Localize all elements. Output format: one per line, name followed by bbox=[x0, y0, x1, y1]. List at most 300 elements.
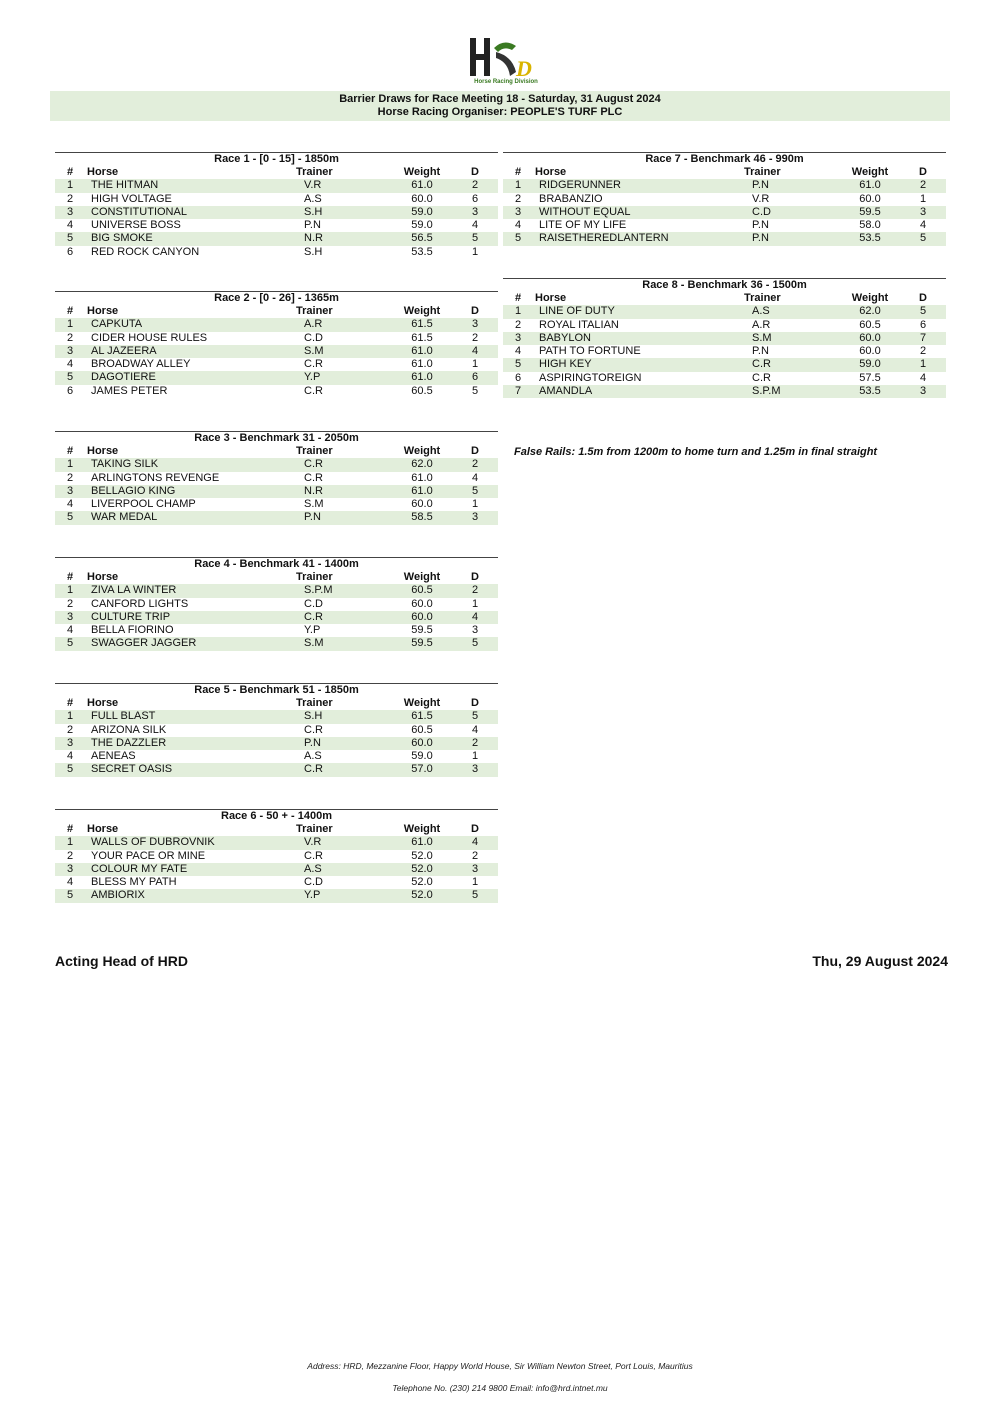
cell-num: 5 bbox=[67, 637, 74, 650]
cell-d: 1 bbox=[471, 597, 479, 610]
cell-weight: 61.0 bbox=[411, 484, 433, 497]
column-header-trainer: Trainer bbox=[296, 697, 333, 709]
cell-weight: 61.5 bbox=[411, 318, 433, 331]
table-row bbox=[55, 763, 498, 776]
cell-num: 1 bbox=[67, 836, 74, 849]
cell-weight: 58.5 bbox=[411, 511, 433, 524]
column-header-num: # bbox=[515, 292, 522, 304]
table-header bbox=[55, 697, 498, 710]
cell-d: 3 bbox=[919, 205, 927, 218]
table-row bbox=[55, 193, 498, 206]
cell-trainer: C.R bbox=[304, 471, 323, 484]
column-header-d: D bbox=[471, 571, 479, 583]
cell-d: 1 bbox=[471, 750, 479, 763]
table-row bbox=[503, 345, 946, 358]
cell-num: 4 bbox=[67, 498, 74, 511]
organiser-title: Horse Racing Organiser: PEOPLE'S TURF PLC bbox=[377, 106, 623, 118]
column-header-trainer: Trainer bbox=[744, 166, 781, 178]
cell-d: 1 bbox=[919, 358, 927, 371]
false-rails-note: False Rails: 1.5m from 1200m to home turn and 1.25m in final straight bbox=[514, 446, 878, 458]
table-row bbox=[55, 889, 498, 902]
cell-trainer: P.N bbox=[304, 511, 321, 524]
race-table bbox=[55, 152, 498, 259]
cell-d: 3 bbox=[471, 624, 479, 637]
cell-trainer: V.R bbox=[304, 179, 322, 192]
cell-trainer: S.M bbox=[304, 637, 324, 650]
cell-d: 7 bbox=[919, 331, 927, 344]
cell-weight: 60.5 bbox=[859, 318, 881, 331]
cell-weight: 60.0 bbox=[411, 498, 433, 511]
table-row bbox=[55, 724, 498, 737]
cell-trainer: P.N bbox=[752, 345, 769, 358]
table-row bbox=[55, 876, 498, 889]
cell-trainer: S.M bbox=[752, 331, 772, 344]
table-row bbox=[55, 750, 498, 763]
column-header-horse: Horse bbox=[87, 305, 119, 317]
cell-weight: 56.5 bbox=[411, 232, 433, 245]
cell-trainer: S.M bbox=[304, 498, 324, 511]
cell-trainer: Y.P bbox=[304, 371, 321, 384]
race-title: Race 5 - Benchmark 51 - 1850m bbox=[55, 683, 498, 697]
cell-weight: 59.0 bbox=[859, 358, 881, 371]
cell-weight: 52.0 bbox=[411, 876, 433, 889]
cell-d: 2 bbox=[919, 179, 927, 192]
cell-trainer: C.R bbox=[304, 849, 323, 862]
cell-num: 1 bbox=[515, 305, 522, 318]
cell-num: 3 bbox=[67, 205, 74, 218]
cell-weight: 60.0 bbox=[411, 192, 433, 205]
column-header-num: # bbox=[67, 305, 74, 317]
column-header-d: D bbox=[471, 445, 479, 457]
column-header-horse: Horse bbox=[535, 292, 567, 304]
cell-d: 3 bbox=[471, 862, 479, 875]
cell-horse: AMANDLA bbox=[539, 385, 593, 398]
cell-horse: SWAGGER JAGGER bbox=[91, 637, 197, 650]
cell-trainer: P.N bbox=[304, 219, 321, 232]
cell-d: 5 bbox=[471, 710, 479, 723]
cell-d: 5 bbox=[471, 637, 479, 650]
cell-weight: 52.0 bbox=[411, 849, 433, 862]
race-title: Race 2 - [0 - 26] - 1365m bbox=[55, 291, 498, 305]
cell-num: 1 bbox=[67, 179, 74, 192]
cell-d: 6 bbox=[471, 192, 479, 205]
cell-weight: 59.0 bbox=[411, 205, 433, 218]
cell-trainer: C.D bbox=[752, 205, 771, 218]
cell-d: 5 bbox=[471, 889, 479, 902]
cell-num: 3 bbox=[67, 484, 74, 497]
cell-num: 5 bbox=[515, 358, 522, 371]
race-table bbox=[55, 809, 498, 903]
cell-horse: TAKING SILK bbox=[91, 458, 159, 471]
cell-horse: LITE OF MY LIFE bbox=[539, 219, 627, 232]
cell-num: 4 bbox=[67, 876, 74, 889]
cell-horse: WAR MEDAL bbox=[91, 511, 158, 524]
cell-weight: 53.5 bbox=[411, 245, 433, 258]
column-header-d: D bbox=[471, 823, 479, 835]
cell-trainer: S.H bbox=[304, 245, 323, 258]
race-title: Race 7 - Benchmark 46 - 990m bbox=[503, 152, 946, 166]
cell-horse: ARLINGTONS REVENGE bbox=[91, 471, 220, 484]
cell-d: 3 bbox=[471, 205, 479, 218]
column-header-horse: Horse bbox=[87, 571, 119, 583]
table-row bbox=[55, 737, 498, 750]
cell-weight: 59.0 bbox=[411, 219, 433, 232]
column-header-trainer: Trainer bbox=[744, 292, 781, 304]
cell-num: 2 bbox=[67, 471, 74, 484]
table-row bbox=[55, 246, 498, 259]
race-table bbox=[55, 431, 498, 525]
cell-horse: COLOUR MY FATE bbox=[91, 862, 188, 875]
table-row bbox=[55, 485, 498, 498]
cell-num: 4 bbox=[515, 345, 522, 358]
column-header-d: D bbox=[471, 305, 479, 317]
cell-weight: 59.0 bbox=[411, 750, 433, 763]
table-row bbox=[55, 584, 498, 597]
cell-num: 5 bbox=[67, 232, 74, 245]
cell-trainer: A.R bbox=[752, 318, 771, 331]
column-header-horse: Horse bbox=[87, 823, 119, 835]
cell-trainer: A.S bbox=[304, 750, 322, 763]
cell-trainer: S.H bbox=[304, 710, 323, 723]
cell-horse: CULTURE TRIP bbox=[91, 610, 171, 623]
table-row bbox=[503, 179, 946, 192]
cell-d: 2 bbox=[471, 179, 479, 192]
cell-num: 5 bbox=[67, 763, 74, 776]
table-row bbox=[55, 206, 498, 219]
column-header-weight: Weight bbox=[403, 166, 441, 178]
cell-num: 3 bbox=[67, 862, 74, 875]
cell-d: 4 bbox=[471, 344, 479, 357]
cell-horse: ARIZONA SILK bbox=[91, 723, 167, 736]
cell-num: 1 bbox=[515, 179, 522, 192]
cell-trainer: S.M bbox=[304, 344, 324, 357]
cell-weight: 52.0 bbox=[411, 862, 433, 875]
cell-d: 4 bbox=[471, 219, 479, 232]
cell-trainer: S.P.M bbox=[752, 385, 781, 398]
cell-weight: 60.0 bbox=[859, 331, 881, 344]
column-header-weight: Weight bbox=[403, 823, 441, 835]
cell-horse: BRABANZIO bbox=[539, 192, 603, 205]
cell-trainer: V.R bbox=[752, 192, 770, 205]
cell-num: 3 bbox=[515, 331, 522, 344]
cell-horse: CIDER HOUSE RULES bbox=[91, 331, 208, 344]
column-header-num: # bbox=[67, 823, 74, 835]
cell-num: 3 bbox=[67, 736, 74, 749]
cell-trainer: P.N bbox=[752, 219, 769, 232]
column-header-weight: Weight bbox=[403, 571, 441, 583]
cell-weight: 59.5 bbox=[411, 624, 433, 637]
table-row bbox=[503, 232, 946, 245]
cell-horse: JAMES PETER bbox=[91, 384, 168, 397]
svg-text:D: D bbox=[516, 56, 532, 81]
table-row bbox=[55, 498, 498, 511]
table-row bbox=[55, 624, 498, 637]
cell-num: 4 bbox=[67, 624, 74, 637]
column-header-weight: Weight bbox=[851, 292, 889, 304]
cell-horse: RED ROCK CANYON bbox=[91, 245, 200, 258]
cell-num: 5 bbox=[67, 371, 74, 384]
table-row bbox=[55, 371, 498, 384]
cell-num: 5 bbox=[67, 889, 74, 902]
table-header bbox=[55, 823, 498, 836]
table-row bbox=[55, 318, 498, 331]
cell-trainer: C.R bbox=[304, 763, 323, 776]
table-row bbox=[55, 836, 498, 849]
cell-horse: THE DAZZLER bbox=[91, 736, 167, 749]
cell-d: 2 bbox=[919, 345, 927, 358]
table-row bbox=[55, 611, 498, 624]
table-header bbox=[503, 166, 946, 179]
race-title: Race 1 - [0 - 15] - 1850m bbox=[55, 152, 498, 166]
cell-horse: BELLAGIO KING bbox=[91, 484, 176, 497]
cell-num: 4 bbox=[515, 219, 522, 232]
cell-trainer: N.R bbox=[304, 484, 323, 497]
cell-weight: 60.0 bbox=[411, 736, 433, 749]
cell-weight: 60.5 bbox=[411, 384, 433, 397]
cell-num: 2 bbox=[67, 331, 74, 344]
table-row bbox=[55, 710, 498, 723]
cell-weight: 60.5 bbox=[411, 584, 433, 597]
cell-weight: 62.0 bbox=[411, 458, 433, 471]
cell-weight: 53.5 bbox=[859, 385, 881, 398]
table-row bbox=[55, 637, 498, 650]
column-header-trainer: Trainer bbox=[296, 571, 333, 583]
cell-weight: 61.0 bbox=[411, 836, 433, 849]
table-header bbox=[55, 166, 498, 179]
cell-weight: 60.0 bbox=[859, 345, 881, 358]
cell-weight: 61.5 bbox=[411, 331, 433, 344]
cell-num: 2 bbox=[67, 597, 74, 610]
cell-d: 2 bbox=[471, 584, 479, 597]
cell-num: 6 bbox=[515, 371, 522, 384]
cell-num: 2 bbox=[515, 192, 522, 205]
race-table bbox=[503, 278, 946, 398]
cell-d: 1 bbox=[471, 245, 479, 258]
cell-horse: AMBIORIX bbox=[91, 889, 145, 902]
race-table bbox=[55, 683, 498, 777]
cell-horse: BIG SMOKE bbox=[91, 232, 153, 245]
table-row bbox=[503, 372, 946, 385]
cell-num: 3 bbox=[67, 344, 74, 357]
cell-num: 1 bbox=[67, 318, 74, 331]
cell-d: 5 bbox=[471, 384, 479, 397]
cell-horse: WITHOUT EQUAL bbox=[539, 205, 631, 218]
cell-horse: AENEAS bbox=[91, 750, 136, 763]
cell-weight: 60.0 bbox=[411, 597, 433, 610]
cell-trainer: C.R bbox=[304, 384, 323, 397]
cell-num: 1 bbox=[67, 710, 74, 723]
cell-weight: 61.0 bbox=[411, 471, 433, 484]
column-header-num: # bbox=[515, 166, 522, 178]
signatory-title: Acting Head of HRD bbox=[55, 953, 188, 969]
table-row bbox=[55, 863, 498, 876]
cell-horse: WALLS OF DUBROVNIK bbox=[91, 836, 215, 849]
cell-weight: 61.0 bbox=[859, 179, 881, 192]
column-header-trainer: Trainer bbox=[296, 166, 333, 178]
cell-horse: AL JAZEERA bbox=[91, 344, 157, 357]
cell-trainer: C.R bbox=[752, 371, 771, 384]
cell-num: 2 bbox=[67, 192, 74, 205]
cell-weight: 61.0 bbox=[411, 371, 433, 384]
cell-weight: 59.5 bbox=[411, 637, 433, 650]
cell-horse: RIDGERUNNER bbox=[539, 179, 621, 192]
cell-d: 5 bbox=[919, 305, 927, 318]
cell-weight: 53.5 bbox=[859, 232, 881, 245]
cell-num: 4 bbox=[67, 358, 74, 371]
cell-trainer: C.R bbox=[752, 358, 771, 371]
cell-horse: YOUR PACE OR MINE bbox=[91, 849, 206, 862]
cell-horse: HIGH VOLTAGE bbox=[91, 192, 172, 205]
cell-d: 4 bbox=[471, 836, 479, 849]
cell-horse: BLESS MY PATH bbox=[91, 876, 177, 889]
cell-horse: SECRET OASIS bbox=[91, 763, 173, 776]
cell-weight: 62.0 bbox=[859, 305, 881, 318]
table-row bbox=[55, 179, 498, 192]
race-title: Race 8 - Benchmark 36 - 1500m bbox=[503, 278, 946, 292]
cell-horse: DAGOTIERE bbox=[91, 371, 156, 384]
table-row bbox=[55, 472, 498, 485]
meeting-title: Barrier Draws for Race Meeting 18 - Saturday, 31 August 2024 bbox=[339, 93, 661, 105]
footer-address: Address: HRD, Mezzanine Floor, Happy World House, Sir William Newton Street, Port Louis, Mauritius bbox=[307, 1361, 693, 1371]
cell-d: 4 bbox=[471, 471, 479, 484]
cell-num: 3 bbox=[67, 610, 74, 623]
table-row bbox=[55, 511, 498, 524]
table-row bbox=[503, 332, 946, 345]
cell-d: 4 bbox=[919, 219, 927, 232]
column-header-horse: Horse bbox=[87, 166, 119, 178]
cell-num: 2 bbox=[515, 318, 522, 331]
cell-horse: HIGH KEY bbox=[539, 358, 592, 371]
cell-trainer: C.D bbox=[304, 597, 323, 610]
cell-d: 1 bbox=[919, 192, 927, 205]
footer-contact: Telephone No. (230) 214 9800 Email: info@hrd.intnet.mu bbox=[392, 1383, 608, 1393]
cell-trainer: A.S bbox=[752, 305, 770, 318]
race-table bbox=[55, 291, 498, 398]
column-header-horse: Horse bbox=[87, 445, 119, 457]
column-header-d: D bbox=[471, 166, 479, 178]
cell-d: 5 bbox=[471, 232, 479, 245]
cell-d: 2 bbox=[471, 736, 479, 749]
column-header-trainer: Trainer bbox=[296, 445, 333, 457]
cell-horse: CONSTITUTIONAL bbox=[91, 205, 187, 218]
column-header-d: D bbox=[919, 292, 927, 304]
cell-d: 3 bbox=[471, 763, 479, 776]
cell-weight: 58.0 bbox=[859, 219, 881, 232]
cell-trainer: A.S bbox=[304, 192, 322, 205]
cell-trainer: C.R bbox=[304, 723, 323, 736]
table-row bbox=[503, 219, 946, 232]
cell-weight: 59.5 bbox=[859, 205, 881, 218]
column-header-num: # bbox=[67, 571, 74, 583]
title-banner bbox=[50, 91, 950, 121]
table-row bbox=[503, 305, 946, 318]
logo-caption: Horse Racing Division bbox=[474, 79, 538, 85]
cell-num: 1 bbox=[67, 458, 74, 471]
cell-horse: BROADWAY ALLEY bbox=[91, 358, 191, 371]
cell-weight: 61.0 bbox=[411, 358, 433, 371]
table-row bbox=[55, 850, 498, 863]
cell-horse: CAPKUTA bbox=[91, 318, 143, 331]
cell-trainer: Y.P bbox=[304, 624, 321, 637]
cell-horse: ZIVA LA WINTER bbox=[91, 584, 177, 597]
cell-num: 1 bbox=[67, 584, 74, 597]
column-header-trainer: Trainer bbox=[296, 305, 333, 317]
cell-horse: THE HITMAN bbox=[91, 179, 159, 192]
cell-horse: UNIVERSE BOSS bbox=[91, 219, 181, 232]
cell-horse: ASPIRINGTOREIGN bbox=[539, 371, 642, 384]
race-table bbox=[503, 152, 946, 246]
cell-trainer: P.N bbox=[752, 179, 769, 192]
cell-num: 2 bbox=[67, 849, 74, 862]
column-header-d: D bbox=[471, 697, 479, 709]
cell-horse: FULL BLAST bbox=[91, 710, 156, 723]
table-header bbox=[55, 445, 498, 458]
cell-trainer: A.S bbox=[304, 862, 322, 875]
table-row bbox=[503, 206, 946, 219]
cell-num: 3 bbox=[515, 205, 522, 218]
cell-horse: ROYAL ITALIAN bbox=[539, 318, 619, 331]
column-header-weight: Weight bbox=[851, 166, 889, 178]
cell-trainer: S.H bbox=[304, 205, 323, 218]
cell-trainer: C.R bbox=[304, 458, 323, 471]
cell-d: 3 bbox=[471, 511, 479, 524]
column-header-weight: Weight bbox=[403, 445, 441, 457]
cell-d: 1 bbox=[471, 498, 479, 511]
race-title: Race 3 - Benchmark 31 - 2050m bbox=[55, 431, 498, 445]
cell-d: 6 bbox=[919, 318, 927, 331]
column-header-num: # bbox=[67, 445, 74, 457]
cell-num: 4 bbox=[67, 750, 74, 763]
cell-horse: LIVERPOOL CHAMP bbox=[91, 498, 196, 511]
cell-weight: 60.0 bbox=[859, 192, 881, 205]
table-row bbox=[55, 345, 498, 358]
cell-num: 6 bbox=[67, 384, 74, 397]
table-row bbox=[503, 385, 946, 398]
cell-trainer: N.R bbox=[304, 232, 323, 245]
cell-num: 5 bbox=[67, 511, 74, 524]
cell-weight: 61.0 bbox=[411, 344, 433, 357]
cell-d: 4 bbox=[471, 723, 479, 736]
race-table bbox=[55, 557, 498, 651]
cell-d: 1 bbox=[471, 358, 479, 371]
table-row bbox=[55, 598, 498, 611]
cell-d: 5 bbox=[471, 484, 479, 497]
column-header-weight: Weight bbox=[403, 697, 441, 709]
cell-num: 7 bbox=[515, 385, 522, 398]
cell-horse: CANFORD LIGHTS bbox=[91, 597, 189, 610]
column-header-num: # bbox=[67, 697, 74, 709]
cell-horse: RAISETHEREDLANTERN bbox=[539, 232, 669, 245]
cell-d: 6 bbox=[471, 371, 479, 384]
table-row bbox=[55, 358, 498, 371]
column-header-trainer: Trainer bbox=[296, 823, 333, 835]
column-header-num: # bbox=[67, 166, 74, 178]
cell-d: 1 bbox=[471, 876, 479, 889]
table-header bbox=[503, 292, 946, 305]
cell-weight: 57.0 bbox=[411, 763, 433, 776]
cell-d: 4 bbox=[919, 371, 927, 384]
cell-weight: 60.0 bbox=[411, 610, 433, 623]
cell-d: 3 bbox=[919, 385, 927, 398]
cell-weight: 60.5 bbox=[411, 723, 433, 736]
column-header-d: D bbox=[919, 166, 927, 178]
cell-trainer: C.D bbox=[304, 876, 323, 889]
cell-weight: 52.0 bbox=[411, 889, 433, 902]
column-header-weight: Weight bbox=[403, 305, 441, 317]
table-row bbox=[55, 385, 498, 398]
cell-weight: 61.5 bbox=[411, 710, 433, 723]
table-row bbox=[503, 319, 946, 332]
